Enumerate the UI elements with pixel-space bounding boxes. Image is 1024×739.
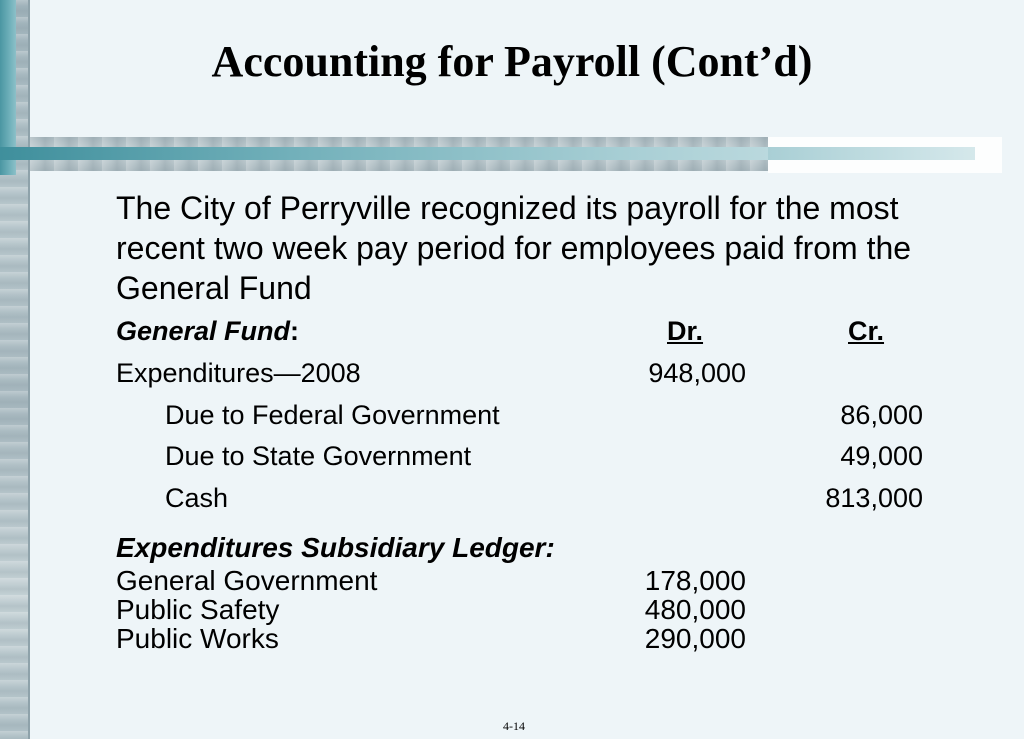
- page-number: 4-14: [503, 719, 525, 733]
- journal-entry-credit: 813,000: [825, 483, 923, 513]
- ledger-row-amount: 290,000: [644, 623, 746, 654]
- ledger-row-account: Public Safety: [116, 594, 280, 625]
- journal-entry-credit: 86,000: [840, 400, 923, 430]
- ledger-row-amount: 480,000: [644, 594, 746, 625]
- journal-entry-account: Due to Federal Government: [165, 400, 500, 430]
- ledger-row-account: Public Works: [116, 623, 279, 654]
- subsidiary-ledger-heading: Expenditures Subsidiary Ledger:: [116, 532, 555, 563]
- slide-title: Accounting for Payroll (Cont’d): [211, 37, 813, 86]
- general-fund-label: General Fund: [116, 316, 291, 346]
- journal-entry-account: Expenditures—2008: [116, 358, 361, 388]
- intro-paragraph: The City of Perryville recognized its payroll for the most recent two week pay period for employees paid from the General Fund: [116, 190, 912, 306]
- journal-entry-credit: 49,000: [840, 441, 923, 471]
- debit-column-header: Dr.: [667, 316, 704, 346]
- journal-entry-debit: 948,000: [648, 358, 746, 388]
- general-fund-heading: [116, 316, 299, 347]
- journal-entry-account: Due to State Government: [165, 441, 472, 471]
- journal-entry-account: Cash: [165, 483, 229, 513]
- general-fund-colon: :: [290, 316, 300, 346]
- header-teal-stripe-end: [768, 147, 975, 160]
- ledger-row-account: General Government: [116, 565, 378, 596]
- credit-column-header: Cr.: [848, 316, 885, 346]
- ledger-row-amount: 178,000: [644, 565, 746, 596]
